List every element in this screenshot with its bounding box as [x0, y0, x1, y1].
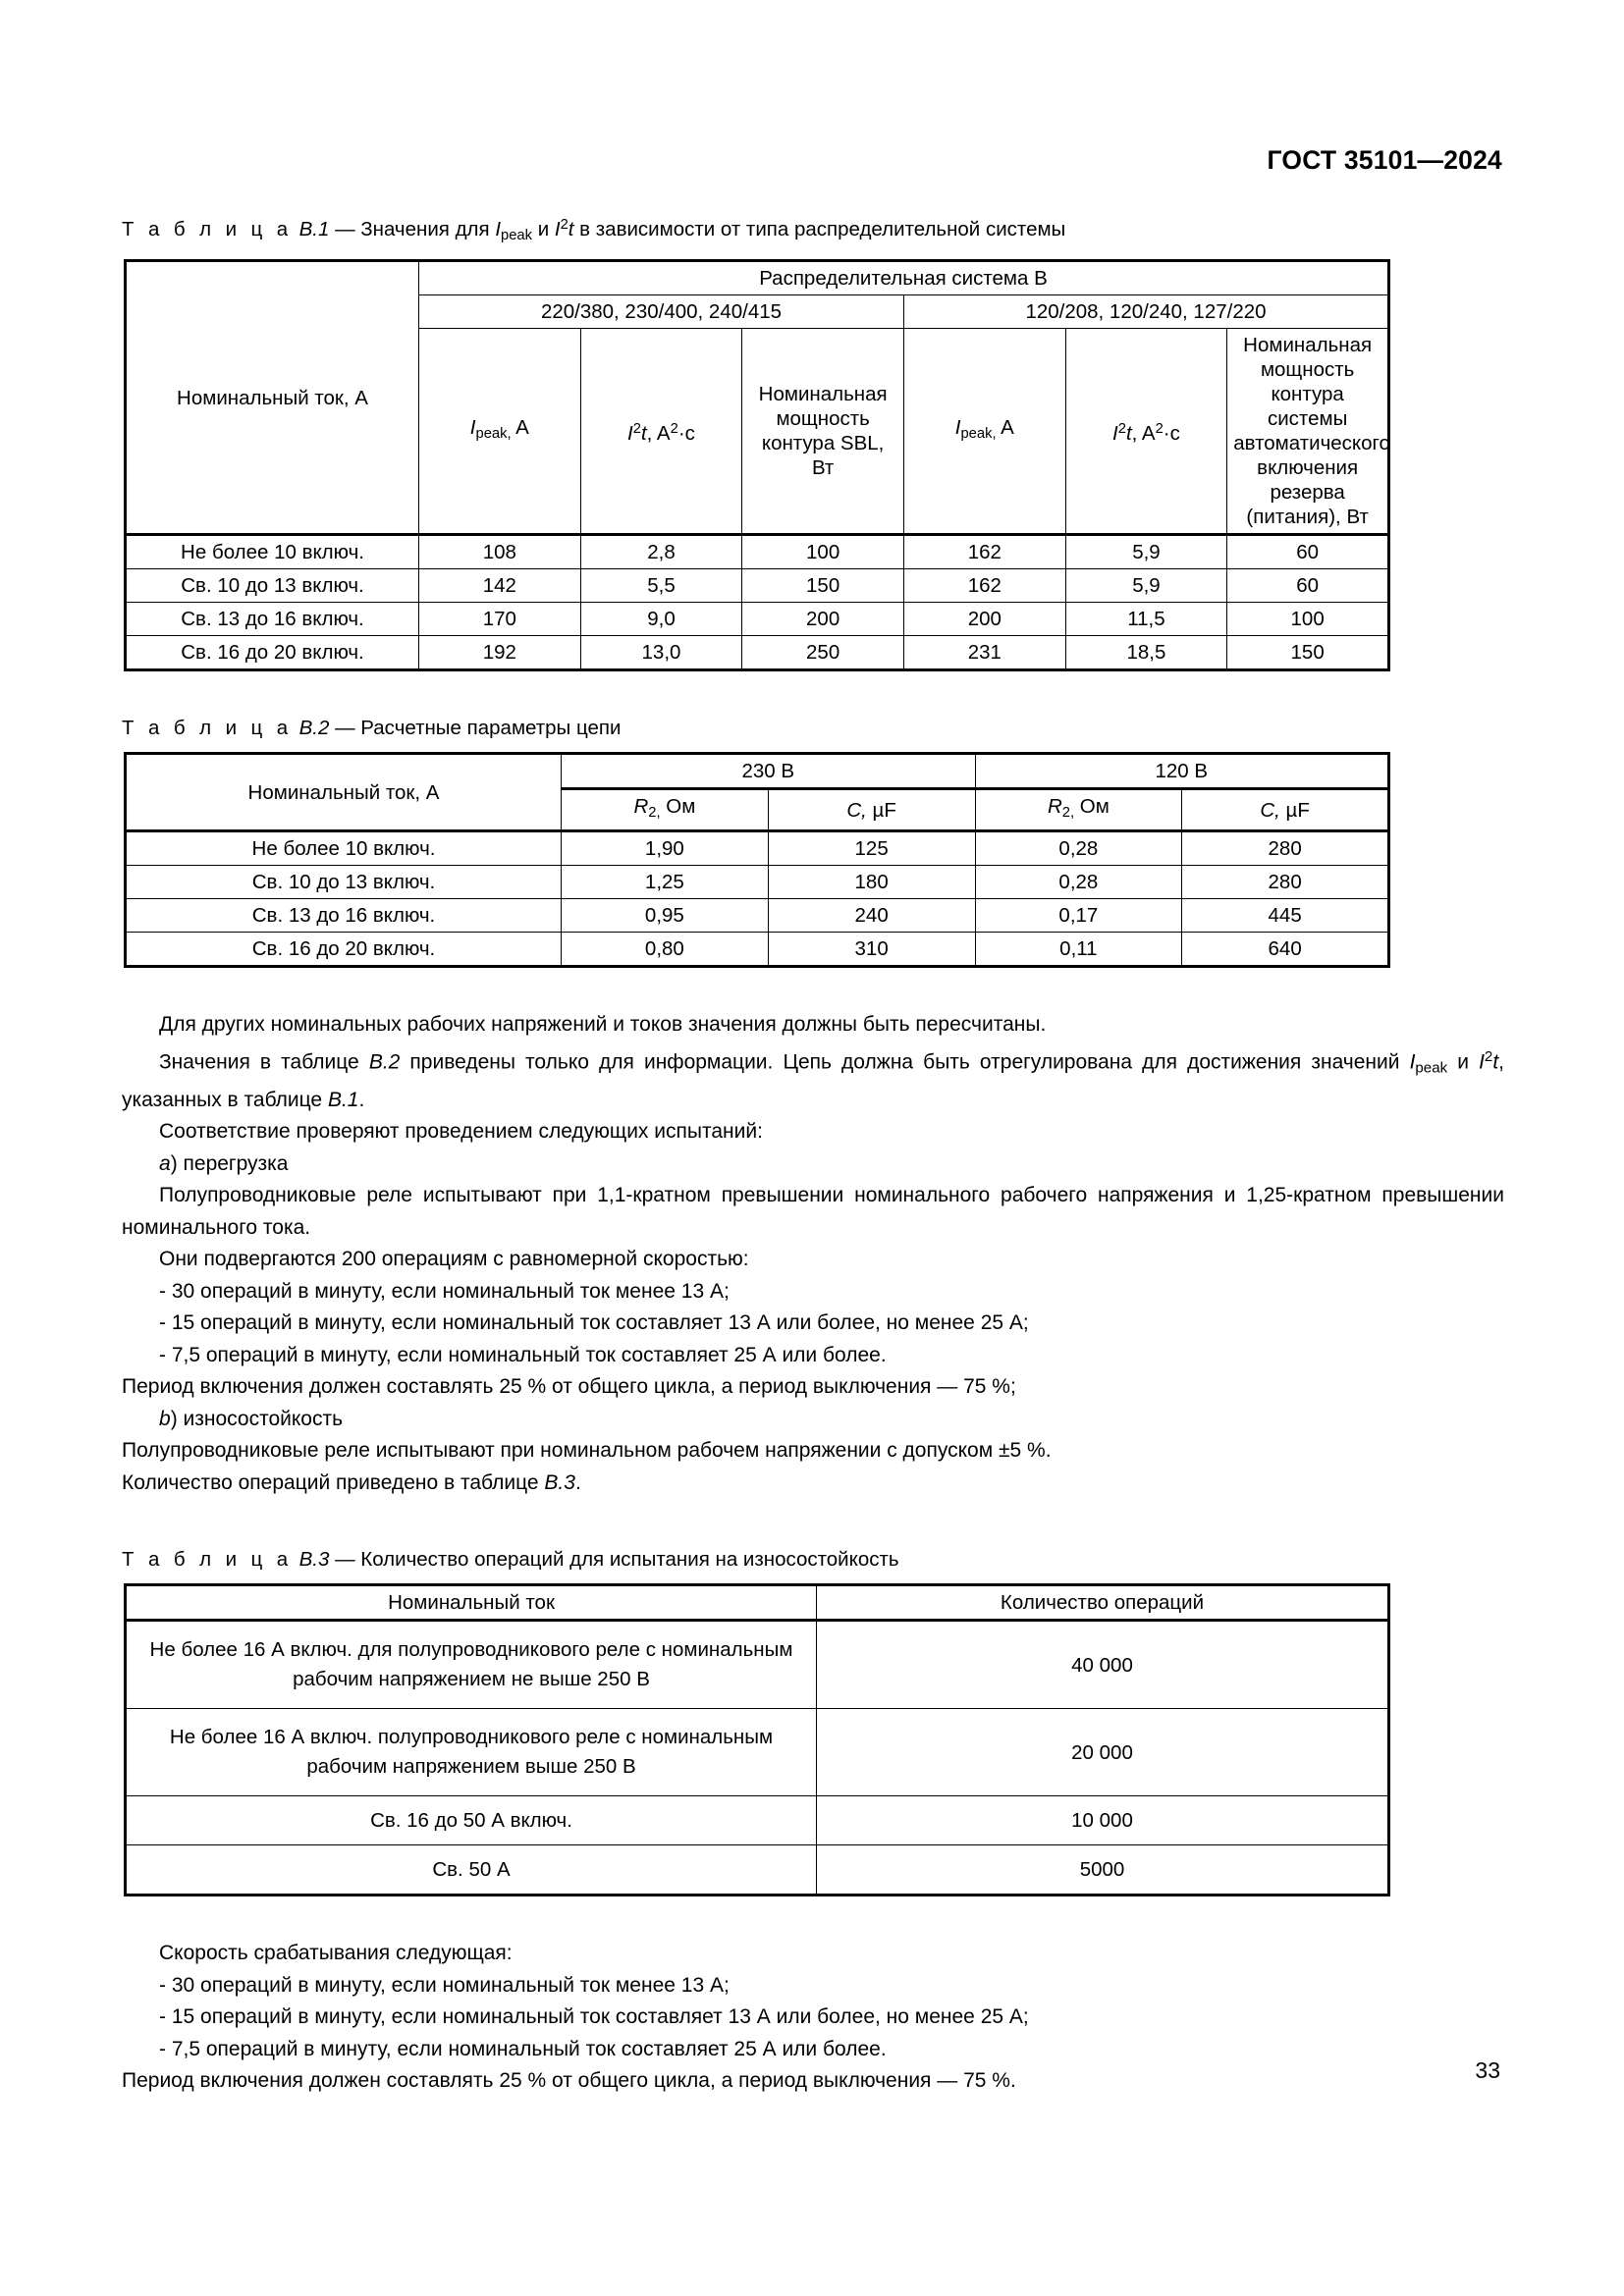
table-b1-cell-i2t-right: 5,9 [1065, 535, 1227, 569]
table-b3-cell-label: Св. 16 до 50 А включ. [126, 1796, 817, 1845]
paragraph-item-b-endurance: b) износостойкость [159, 1407, 344, 1430]
table-b3-caption-word: Т а б л и ц а [122, 1548, 293, 1572]
table-b1-header-row-1 [126, 261, 1389, 295]
table-b2-caption [122, 715, 1504, 742]
table-b2-cell-c120: 445 [1182, 899, 1389, 933]
table-row [126, 569, 1389, 603]
table-b2-cell-r120: 0,28 [975, 866, 1182, 899]
table-b2-cell-c120: 280 [1182, 831, 1389, 866]
table-row [126, 636, 1389, 670]
table-b1-cell-ipeak-right: 162 [903, 535, 1065, 569]
table-b2-cell-c230: 240 [768, 899, 975, 933]
table-b2-cell-c120: 640 [1182, 933, 1389, 967]
table-b2-caption-text: Расчетные параметры цепи [360, 717, 622, 740]
table-b1-cell-i2t-left: 2,8 [580, 535, 742, 569]
table-b1-header-i2t-right: $I^2t$, $A^2\cdot c$ [1065, 329, 1227, 535]
table-b1-caption-symbol-i2: I [554, 218, 561, 241]
paragraph-overload-conditions: Полупроводниковые реле испытывают при 1,1-кратном превышении номинального рабочего напряжения и 1,25-кратном превышении номинального тока. [122, 1184, 1504, 1239]
table-b1-cell-ipeak-right: 200 [903, 603, 1065, 636]
list-item: - 15 операций в минуту, если номинальный ток составляет 13 А или более, но менее 25 А; [159, 1311, 1029, 1335]
list-item: - 15 операций в минуту, если номинальный ток составляет 13 А или более, но менее 25 А; [159, 2005, 1029, 2029]
table-b1-cell-power-right: 150 [1227, 636, 1389, 670]
table-b2-cell-r230: 0,80 [562, 933, 769, 967]
table-b2-header-group-120: 120 В [975, 754, 1389, 789]
table-b3-caption-text: Количество операций для испытания на износостойкость [360, 1548, 899, 1572]
body-text-block-2 [122, 1938, 1504, 2098]
table-b1-header-power-left: Номинальная мощность контура SBL, Вт [742, 329, 904, 535]
table-b1-cell-label: Св. 10 до 13 включ. [126, 569, 419, 603]
table-row [126, 831, 1389, 866]
table-b1-cell-power-right: 60 [1227, 569, 1389, 603]
table-b3-caption-dash: — [335, 1548, 355, 1572]
table-b1-caption-dash: — [335, 218, 355, 241]
table-b2-caption-dash: — [335, 717, 355, 740]
table-b3-cell-label: Не более 16 А включ. для полупроводникового реле с номинальным рабочим напряжением не выше 250 В [126, 1621, 817, 1709]
table-b1-cell-power-right: 100 [1227, 603, 1389, 636]
table-b3-cell-operations: 5000 [817, 1845, 1389, 1896]
table-b1-cell-power-left: 100 [742, 535, 904, 569]
table-row [126, 933, 1389, 967]
table-b3-cell-label: Не более 16 А включ. полупроводникового реле с номинальным рабочим напряжением выше 250 В [126, 1709, 817, 1796]
list-item: - 7,5 операций в минуту, если номинальный ток составляет 25 А или более. [159, 1343, 887, 1366]
table-b1-cell-ipeak-left: 108 [419, 535, 581, 569]
table-b2-cell-label: Св. 16 до 20 включ. [126, 933, 562, 967]
table-b3-caption [122, 1546, 1504, 1574]
table-b2-cell-r230: 0,95 [562, 899, 769, 933]
table-b1-caption-superscript-two: 2 [560, 217, 568, 233]
paragraph-compliance-tests: Соответствие проверяют проведением следующих испытаний: [159, 1120, 763, 1144]
table-row [126, 603, 1389, 636]
table-b1-cell-i2t-right: 11,5 [1065, 603, 1227, 636]
table-b1-cell-ipeak-left: 170 [419, 603, 581, 636]
table-b1-header-voltages-right: 120/208, 120/240, 127/220 [903, 295, 1388, 329]
table-b1-caption-text-3: в зависимости от типа распределительной системы [573, 218, 1066, 241]
table-row [126, 1845, 1389, 1896]
table-b2-header-c-230: C, µF [768, 789, 975, 831]
body-text-block-1 [122, 1009, 1504, 1499]
paragraph-table-b2-info: Значения в таблице В.2 приведены только для информации. Цепь должна быть отрегулирована для достижения значений $I_{peak}$ и $I^2t$, указанных в таблице В.1. [122, 1047, 1504, 1111]
table-b1-cell-ipeak-left: 192 [419, 636, 581, 670]
table-b3 [124, 1583, 1390, 1896]
table-b2-header-row-1 [126, 754, 1389, 789]
table-row [126, 1796, 1389, 1845]
table-b1-header-power-right: Номинальная мощность контура системы автоматического включения резерва (питания), Вт [1227, 329, 1389, 535]
table-b1-caption [122, 211, 1504, 249]
table-b2-cell-r120: 0,11 [975, 933, 1182, 967]
table-b2-cell-label: Св. 10 до 13 включ. [126, 866, 562, 899]
paragraph-on-off-period-2: Период включения должен составлять 25 % от общего цикла, а период выключения — 75 %. [122, 2069, 1016, 2093]
table-b1-cell-ipeak-left: 142 [419, 569, 581, 603]
paragraph-endurance-conditions: Полупроводниковые реле испытывают при номинальном рабочем напряжении с допуском ±5 %. [122, 1439, 1052, 1463]
list-item: - 30 операций в минуту, если номинальный ток менее 13 А; [159, 1279, 730, 1303]
table-b2-header-r2-120: $R_{2,}$ Ом [975, 789, 1182, 831]
table-b1-header-voltages-left: 220/380, 230/400, 240/415 [419, 295, 904, 329]
running-header-standard-number: ГОСТ 35101—2024 [1267, 145, 1502, 175]
table-b1 [124, 259, 1390, 671]
table-b1-cell-label: Св. 16 до 20 включ. [126, 636, 419, 670]
paragraph-operating-speed: Скорость срабатывания следующая: [159, 1942, 513, 1965]
table-b2-cell-r230: 1,25 [562, 866, 769, 899]
table-b1-cell-label: Не более 10 включ. [126, 535, 419, 569]
table-b2-cell-c230: 180 [768, 866, 975, 899]
table-b2-header-r2-230: $R_{2,}$ Ом [562, 789, 769, 831]
table-b2-cell-c230: 125 [768, 831, 975, 866]
table-b2-cell-c230: 310 [768, 933, 975, 967]
table-b1-caption-number: В.1 [298, 218, 330, 241]
table-b1-header-ipeak-left: $I_{peak,}$ A [419, 329, 581, 535]
table-b3-cell-label: Св. 50 А [126, 1845, 817, 1896]
table-b2-cell-r120: 0,17 [975, 899, 1182, 933]
list-item: - 30 операций в минуту, если номинальный ток менее 13 А; [159, 1973, 730, 1997]
table-b3-caption-number: В.3 [298, 1548, 330, 1572]
table-b1-header-distribution-system: Распределительная система В [419, 261, 1389, 295]
table-b2-cell-label: Св. 13 до 16 включ. [126, 899, 562, 933]
table-b1-caption-text-2: и [532, 218, 555, 241]
table-b1-cell-power-left: 200 [742, 603, 904, 636]
table-b1-cell-ipeak-right: 162 [903, 569, 1065, 603]
table-b3-cell-operations: 10 000 [817, 1796, 1389, 1845]
table-b1-header-ipeak-right: $I_{peak,}$ A [903, 329, 1065, 535]
table-b3-header-row [126, 1585, 1389, 1621]
table-b1-header-rated-current: Номинальный ток, А [126, 261, 419, 535]
page-number: 33 [1475, 2057, 1500, 2083]
table-b2-caption-number: В.2 [298, 717, 330, 740]
table-b2-header-group-230: 230 В [562, 754, 976, 789]
paragraph-on-off-period-1: Период включения должен составлять 25 % от общего цикла, а период выключения — 75 %; [122, 1375, 1016, 1399]
table-b1-cell-i2t-left: 13,0 [580, 636, 742, 670]
paragraph-recalculation: Для других номинальных рабочих напряжений и токов значения должны быть пересчитаны. [159, 1013, 1047, 1037]
table-b1-cell-power-left: 250 [742, 636, 904, 670]
table-row [126, 866, 1389, 899]
table-b3-header-rated-current: Номинальный ток [126, 1585, 817, 1621]
table-row [126, 899, 1389, 933]
table-b1-cell-power-right: 60 [1227, 535, 1389, 569]
list-item: - 7,5 операций в минуту, если номинальный ток составляет 25 А или более. [159, 2037, 887, 2060]
table-b2-header-c-120: C, µF [1182, 789, 1389, 831]
table-b2 [124, 752, 1390, 968]
table-b1-cell-ipeak-right: 231 [903, 636, 1065, 670]
table-b1-caption-symbol-i: I [495, 218, 502, 241]
table-b1-cell-label: Св. 13 до 16 включ. [126, 603, 419, 636]
table-b1-cell-i2t-left: 9,0 [580, 603, 742, 636]
table-b1-cell-i2t-right: 5,9 [1065, 569, 1227, 603]
table-b1-caption-symbol-t: t [568, 218, 574, 241]
table-b2-cell-r120: 0,28 [975, 831, 1182, 866]
table-b2-cell-r230: 1,90 [562, 831, 769, 866]
table-b1-caption-word: Т а б л и ц а [122, 218, 293, 241]
table-b2-header-rated-current: Номинальный ток, А [126, 754, 562, 831]
table-row [126, 535, 1389, 569]
page-content [122, 211, 1504, 2098]
paragraph-operations-count-ref: Количество операций приведено в таблице В.3. [122, 1470, 581, 1494]
table-b2-caption-word: Т а б л и ц а [122, 717, 293, 740]
paragraph-item-a-overload: a) перегрузка [159, 1151, 289, 1175]
table-b1-cell-i2t-left: 5,5 [580, 569, 742, 603]
table-b2-cell-label: Не более 10 включ. [126, 831, 562, 866]
table-b3-cell-operations: 40 000 [817, 1621, 1389, 1709]
paragraph-200-operations: Они подвергаются 200 операциям с равномерной скоростью: [159, 1248, 749, 1271]
table-row [126, 1621, 1389, 1709]
table-b3-cell-operations: 20 000 [817, 1709, 1389, 1796]
table-b2-cell-c120: 280 [1182, 866, 1389, 899]
table-b1-cell-power-left: 150 [742, 569, 904, 603]
table-row [126, 1709, 1389, 1796]
table-b1-header-i2t-left: $I^2t$, $A^2\cdot c$ [580, 329, 742, 535]
table-b1-caption-subscript-peak: peak [501, 228, 533, 244]
table-b1-caption-text-1: Значения для [360, 218, 496, 241]
table-b3-header-operations-count: Количество операций [817, 1585, 1389, 1621]
table-b1-cell-i2t-right: 18,5 [1065, 636, 1227, 670]
